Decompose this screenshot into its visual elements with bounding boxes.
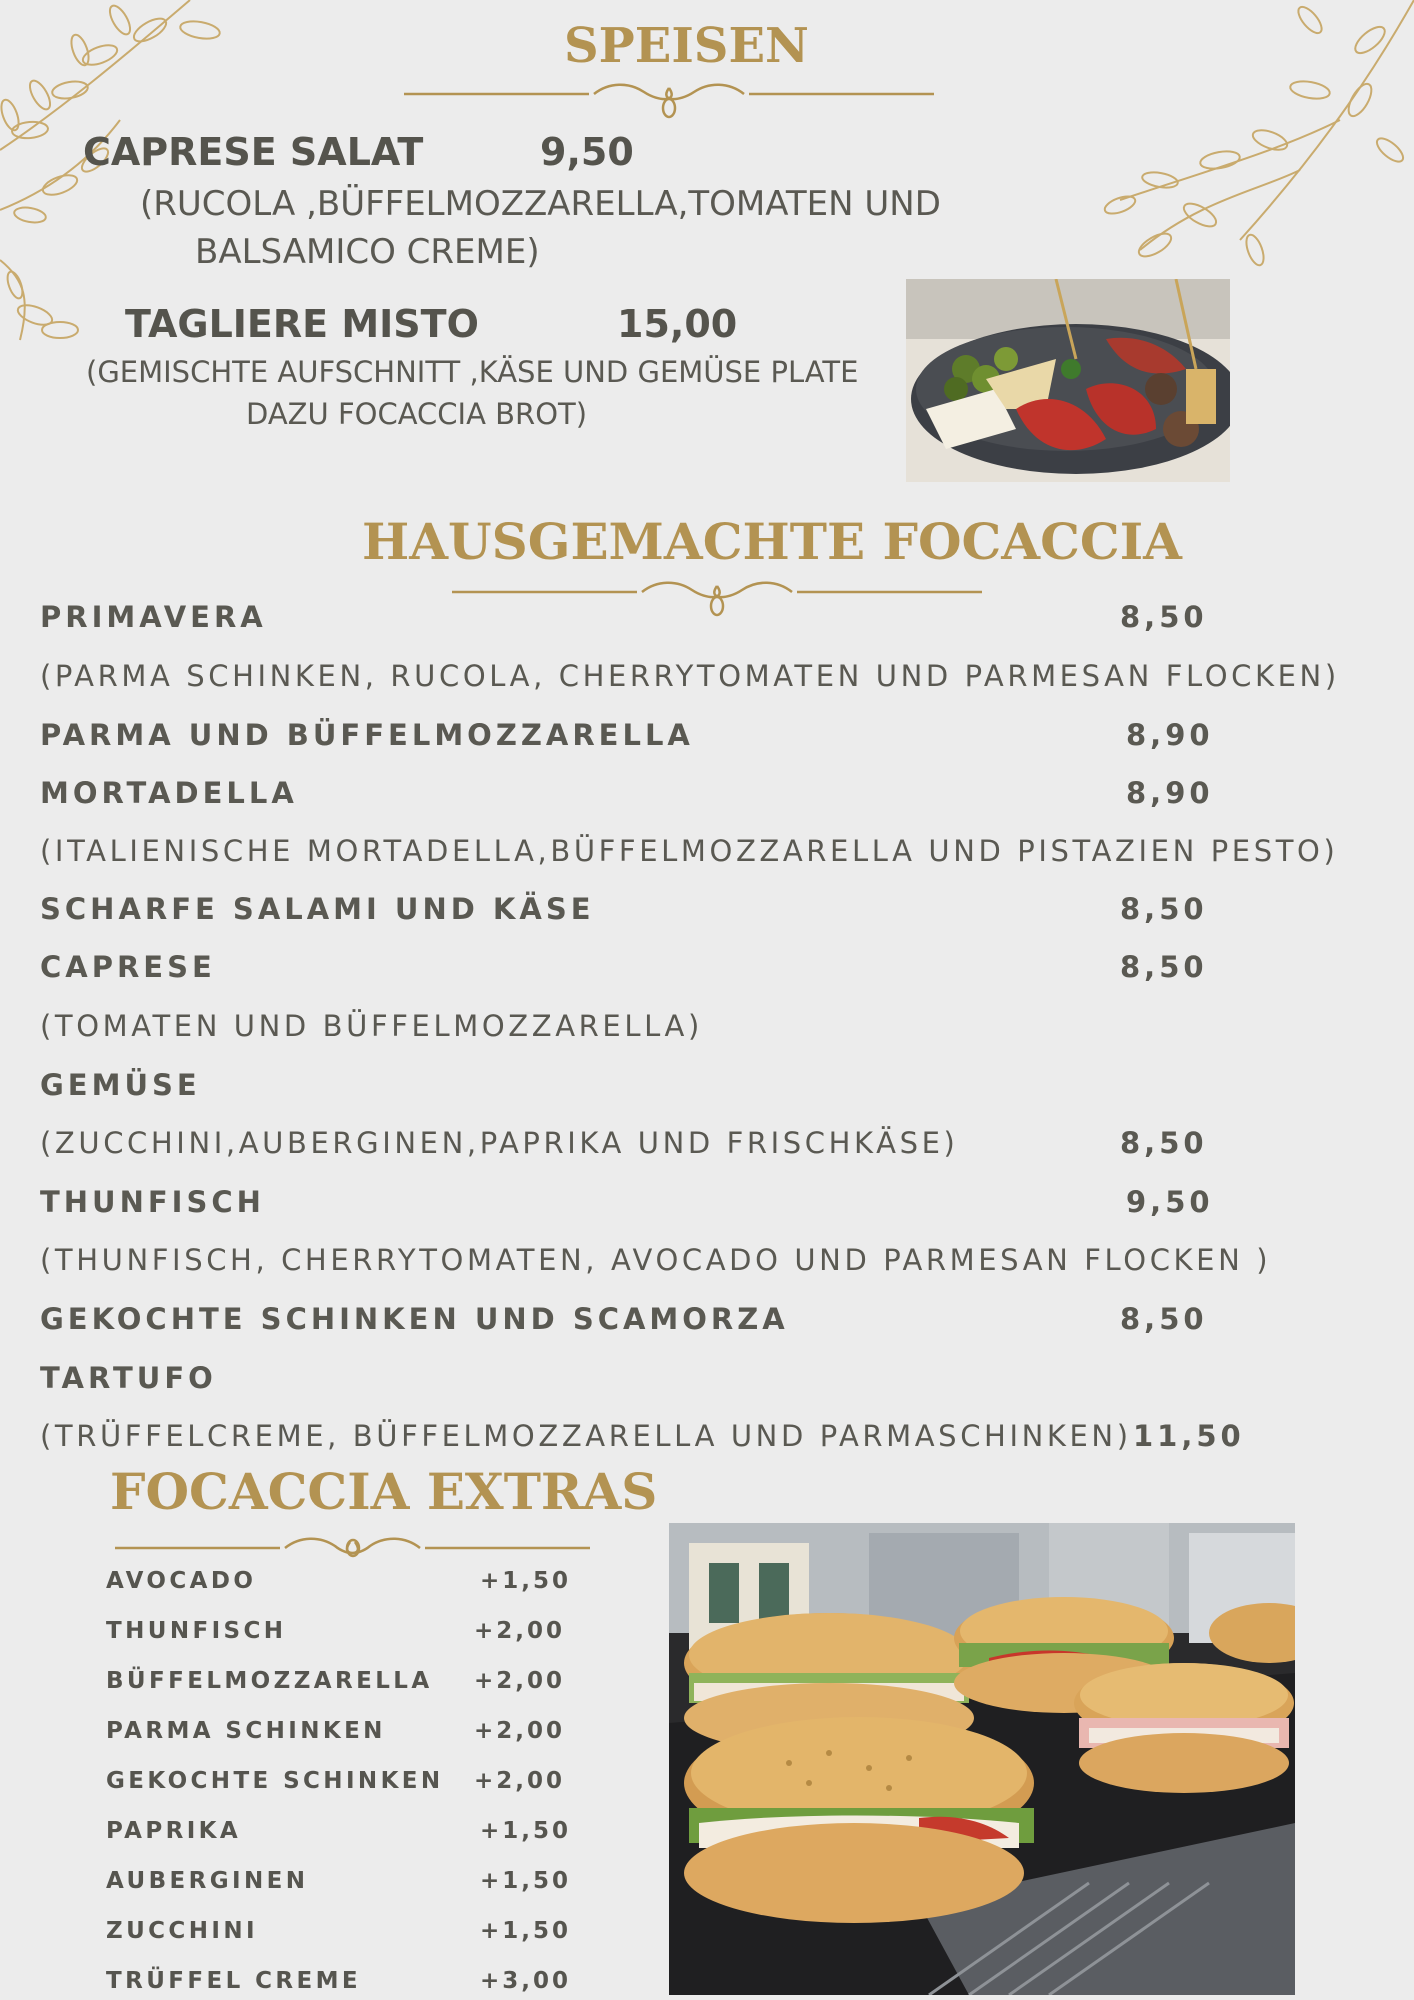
caprese-salat-name: CAPRESE SALAT: [83, 130, 424, 174]
focaccia-item-price: 8,50: [1120, 1302, 1208, 1336]
focaccia-item-price: 11,50: [1133, 1419, 1245, 1453]
tagliere-misto-name: TAGLIERE MISTO: [125, 302, 479, 346]
extra-item-price: +3,00: [480, 1968, 572, 1994]
tagliere-misto-price: 15,00: [617, 302, 738, 346]
focaccia-sandwich-photo: [669, 1523, 1295, 1995]
focaccia-title: HAUSGEMACHTE FOCACCIA: [362, 512, 1182, 571]
extra-item-name: AVOCADO: [106, 1568, 257, 1594]
extra-item-price: +1,50: [480, 1568, 572, 1594]
focaccia-item-description: (TRÜFFELCREME, BÜFFELMOZZARELLA UND PARMASCHINKEN): [40, 1419, 1132, 1453]
extra-item-name: TRÜFFEL CREME: [106, 1968, 361, 1994]
vine-top-right-decoration: [1080, 0, 1414, 290]
focaccia-item-description: (ITALIENISCHE MORTADELLA,BÜFFELMOZZARELLA UND PISTAZIEN PESTO): [40, 834, 1339, 868]
focaccia-item-price: 8,50: [1120, 950, 1208, 984]
focaccia-item-description: (THUNFISCH, CHERRYTOMATEN, AVOCADO UND PARMESAN FLOCKEN ): [40, 1243, 1272, 1277]
focaccia-item-price: 8,90: [1126, 776, 1214, 810]
focaccia-item-description: (PARMA SCHINKEN, RUCOLA, CHERRYTOMATEN UND PARMESAN FLOCKEN): [40, 659, 1340, 693]
extra-item-price: +1,50: [480, 1918, 572, 1944]
focaccia-item-name: PRIMAVERA: [40, 600, 267, 634]
extra-item-name: ZUCCHINI: [106, 1918, 258, 1944]
extra-item-name: BÜFFELMOZZARELLA: [106, 1668, 433, 1694]
tagliere-misto-description: (GEMISCHTE AUFSCHNITT ,KÄSE UND GEMÜSE PLATE: [86, 355, 859, 389]
focaccia-item-price: 9,50: [1126, 1185, 1214, 1219]
extra-item-price: +2,00: [474, 1618, 566, 1644]
focaccia-item-name: GEMÜSE: [40, 1068, 201, 1102]
focaccia-item-description: (TOMATEN UND BÜFFELMOZZARELLA): [40, 1009, 703, 1043]
extra-item-name: THUNFISCH: [106, 1618, 287, 1644]
extra-item-price: +1,50: [480, 1818, 572, 1844]
caprese-salat-description-2: BALSAMICO CREME): [195, 232, 540, 272]
focaccia-item-name: THUNFISCH: [40, 1185, 265, 1219]
focaccia-item-name: GEKOCHTE SCHINKEN UND SCAMORZA: [40, 1302, 789, 1336]
divider-ornament-speisen: [404, 80, 934, 124]
extra-item-name: PAPRIKA: [106, 1818, 242, 1844]
caprese-salat-price: 9,50: [540, 130, 634, 174]
focaccia-item-price: 8,50: [1120, 892, 1208, 926]
focaccia-item-price: 8,90: [1126, 718, 1214, 752]
focaccia-item-price: 8,50: [1120, 600, 1208, 634]
extra-item-name: AUBERGINEN: [106, 1868, 309, 1894]
divider-ornament-focaccia: [452, 576, 982, 620]
tagliere-misto-description-2: DAZU FOCACCIA BROT): [246, 397, 588, 431]
extra-item-price: +2,00: [474, 1768, 566, 1794]
divider-ornament-extras: [115, 1526, 590, 1570]
extra-item-name: GEKOCHTE SCHINKEN: [106, 1768, 444, 1794]
tagliere-photo: [906, 279, 1230, 482]
focaccia-item-price: 8,50: [1120, 1126, 1208, 1160]
speisen-title: SPEISEN: [564, 18, 809, 74]
extra-item-name: PARMA SCHINKEN: [106, 1718, 386, 1744]
extras-title: FOCACCIA EXTRAS: [110, 1462, 658, 1521]
focaccia-item-name: PARMA UND BÜFFELMOZZARELLA: [40, 718, 694, 752]
caprese-salat-description: (RUCOLA ,BÜFFELMOZZARELLA,TOMATEN UND: [140, 184, 941, 224]
extra-item-price: +1,50: [480, 1868, 572, 1894]
focaccia-item-name: MORTADELLA: [40, 776, 298, 810]
focaccia-item-description: (ZUCCHINI,AUBERGINEN,PAPRIKA UND FRISCHKÄSE): [40, 1126, 959, 1160]
focaccia-item-name: SCHARFE SALAMI UND KÄSE: [40, 892, 595, 926]
focaccia-item-name: CAPRESE: [40, 950, 216, 984]
extra-item-price: +2,00: [474, 1718, 566, 1744]
extra-item-price: +2,00: [474, 1668, 566, 1694]
focaccia-item-name: TARTUFO: [40, 1361, 217, 1395]
